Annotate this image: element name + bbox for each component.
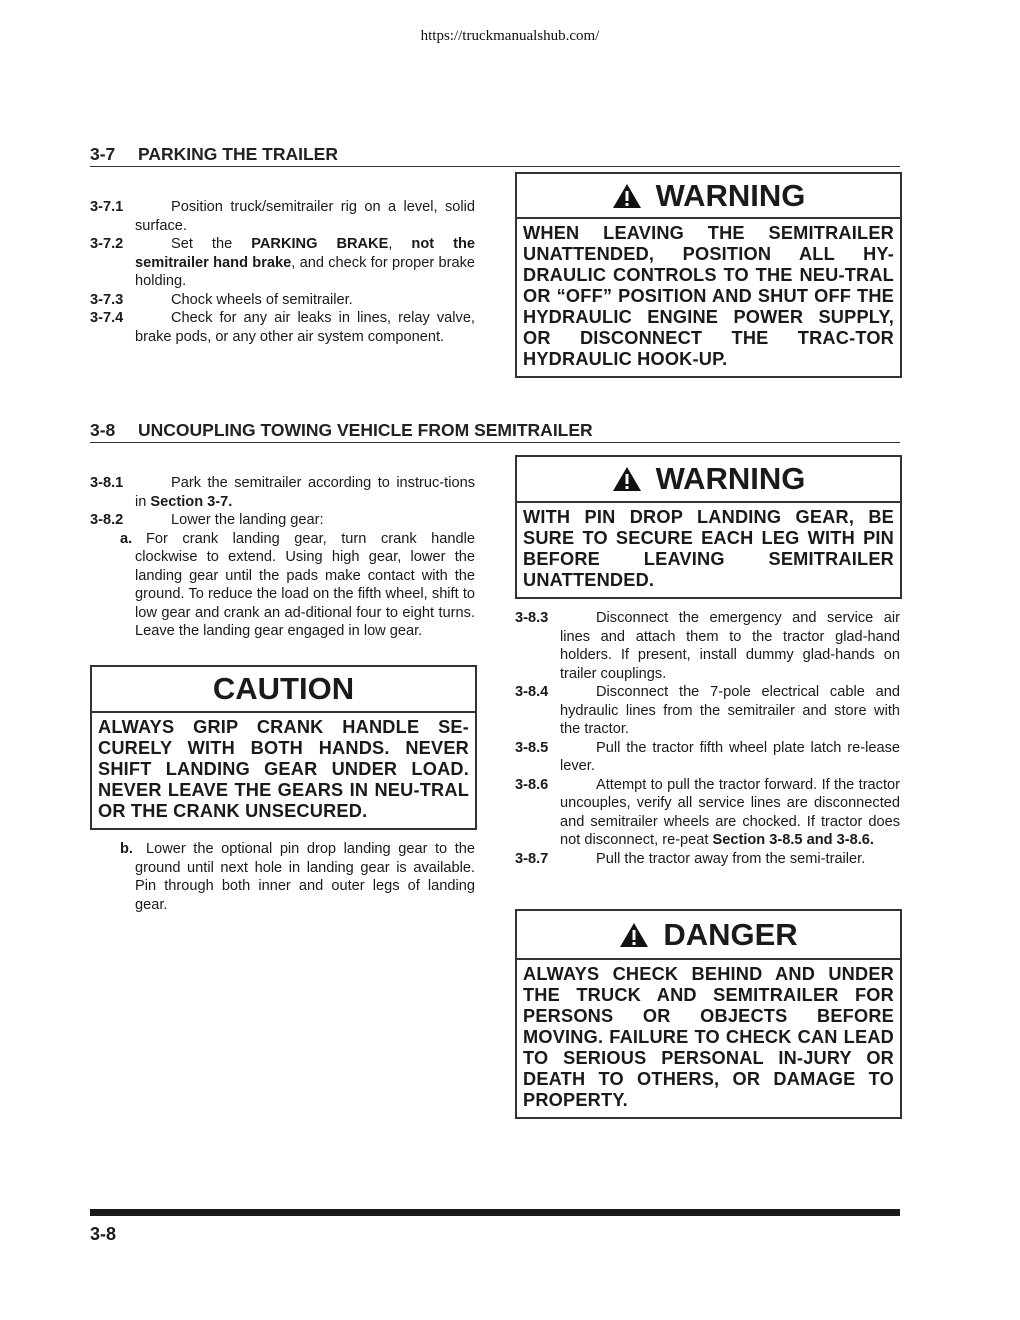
danger-box: [515, 909, 902, 1119]
step-text: Park the semitrailer according to instruc-tions in: [135, 475, 475, 510]
emphasis-text: PARKING BRAKE: [251, 236, 389, 252]
section-3-7-steps: [90, 198, 475, 346]
step-text: , and check for proper brake holding.: [135, 254, 475, 289]
step-3-7-4: [90, 309, 475, 346]
section-reference: Section 3-7.: [150, 493, 233, 510]
substep-letter: a.: [120, 530, 133, 547]
warning-body: WHEN LEAVING THE SEMITRAILER UNATTENDED, POSITION ALL HY-DRAULIC CONTROLS TO THE NEU-TRAL OR “OFF” POSITION AND SHUT OFF THE HYDRAULIC ENGINE POWER SUPPLY, OR DISCONNECT THE TRAC-TOR HYDRAULIC HOOK-UP.: [523, 223, 894, 369]
section-3-8-substep-b: [90, 840, 475, 914]
step-number: 3-8.1: [90, 475, 124, 491]
step-3-8-2: [90, 511, 475, 530]
header-url: https://truckmanualshub.com/: [420, 28, 600, 44]
section-3-8-steps-left: [90, 474, 475, 641]
step-3-8-5: [515, 739, 900, 776]
caution-title: CAUTION: [212, 671, 355, 706]
step-3-7-2: [90, 235, 475, 291]
step-3-7-3: [90, 291, 475, 310]
substep-a: [90, 530, 475, 641]
warning-body: WITH PIN DROP LANDING GEAR, BE SURE TO SECURE EACH LEG WITH PIN BEFORE LEAVING SEMITRAILER UNATTENDED.: [523, 507, 894, 590]
step-3-8-4: [515, 683, 900, 739]
section-3-8-steps-right: [515, 609, 900, 868]
step-text: Disconnect the 7-pole electrical cable and hydraulic lines from the semitrailer and store with the tractor.: [560, 684, 900, 737]
warning-box-hydraulic: [515, 172, 902, 378]
step-number: 3-8.4: [515, 684, 549, 700]
step-3-8-1: [90, 474, 475, 511]
step-text: Disconnect the emergency and service air lines and attach them to the tractor glad-hand holders. If present, install dummy glad-hands on trailer couplings.: [560, 610, 900, 682]
warning-header: [517, 457, 900, 503]
step-3-8-7: [515, 850, 900, 869]
warning-title: WARNING: [655, 461, 806, 496]
caution-body: ALWAYS GRIP CRANK HANDLE SE-CURELY WITH BOTH HANDS. NEVER SHIFT LANDING GEAR UNDER LOAD. NEVER LEAVE THE GEARS IN NEU-TRAL OR THE CRANK UNSECURED.: [98, 717, 469, 821]
step-text: Attempt to pull the tractor forward. If the tractor uncouples, verify all service lines are disconnected and semitrailer wheels are chocked. If tractor does not disconnect, re-peat: [560, 776, 900, 848]
step-number: 3-7.2: [90, 236, 124, 252]
step-number: 3-8.6: [515, 776, 549, 793]
section-reference: Section 3-8.5 and 3-8.6.: [712, 832, 874, 848]
substep-letter: b.: [120, 841, 133, 857]
emphasis-text: not the semitrailer hand brake: [135, 236, 475, 271]
step-3-8-6: [515, 776, 900, 850]
substep-text: For crank landing gear, turn crank handle clockwise to extend. Using high gear, lower the landing gear until the pads make contact with the ground. To reduce the load on the fifth wheel, shift to low gear and crank an ad-ditional four to eight turns. Leave the landing gear engaged in low gear.: [135, 530, 475, 639]
step-text: ,: [388, 236, 412, 252]
step-number: 3-8.7: [515, 850, 549, 867]
danger-header: [517, 911, 900, 960]
step-3-8-3: [515, 609, 900, 683]
step-3-7-1: [90, 198, 475, 235]
caution-box: [90, 665, 477, 830]
substep-text: Lower the optional pin drop landing gear to the ground until next hole in landing gear is available. Pin through both inner and outer legs of landing gear.: [135, 841, 475, 913]
step-number: 3-8.2: [90, 512, 124, 528]
danger-title: DANGER: [663, 916, 798, 952]
page-number: 3-8: [90, 1224, 117, 1244]
step-number: 3-7.1: [90, 199, 124, 215]
warning-header: [517, 174, 900, 219]
section-heading-3-7: [90, 144, 900, 167]
step-text: Pull the tractor fifth wheel plate latch re-lease lever.: [560, 739, 900, 774]
danger-body: ALWAYS CHECK BEHIND AND UNDER THE TRUCK AND SEMITRAILER FOR PERSONS OR OBJECTS BEFORE MOVING. FAILURE TO CHECK CAN LEAD TO SERIOUS PERSONAL IN-JURY OR DEATH TO OTHERS, OR DAMAGE TO PROPERTY.: [523, 964, 894, 1110]
substep-b: [90, 840, 475, 914]
step-text: Check for any air leaks in lines, relay valve, brake pods, or any other air system component.: [135, 310, 475, 345]
warning-triangle-icon: [612, 183, 642, 209]
step-number: 3-8.3: [515, 610, 549, 626]
section-title: UNCOUPLING TOWING VEHICLE FROM SEMITRAILER: [138, 420, 593, 440]
step-number: 3-7.3: [90, 291, 124, 308]
step-text: Lower the landing gear:: [171, 512, 324, 528]
step-number: 3-7.4: [90, 310, 124, 326]
footer-rule: [90, 1209, 900, 1216]
step-text: Set the: [171, 236, 252, 252]
section-title: PARKING THE TRAILER: [138, 144, 338, 164]
warning-triangle-icon: [619, 922, 649, 948]
section-number: 3-7: [90, 144, 116, 164]
caution-header: [92, 667, 475, 713]
step-text: Chock wheels of semitrailer.: [171, 291, 353, 308]
warning-title: WARNING: [655, 177, 806, 213]
step-text: Position truck/semitrailer rig on a level, solid surface.: [135, 199, 475, 234]
step-number: 3-8.5: [515, 739, 549, 756]
step-text: Pull the tractor away from the semi-trailer.: [596, 850, 866, 867]
section-number: 3-8: [90, 420, 116, 440]
warning-box-landing-gear: [515, 455, 902, 599]
warning-triangle-icon: [612, 466, 642, 492]
section-heading-3-8: [90, 420, 900, 443]
